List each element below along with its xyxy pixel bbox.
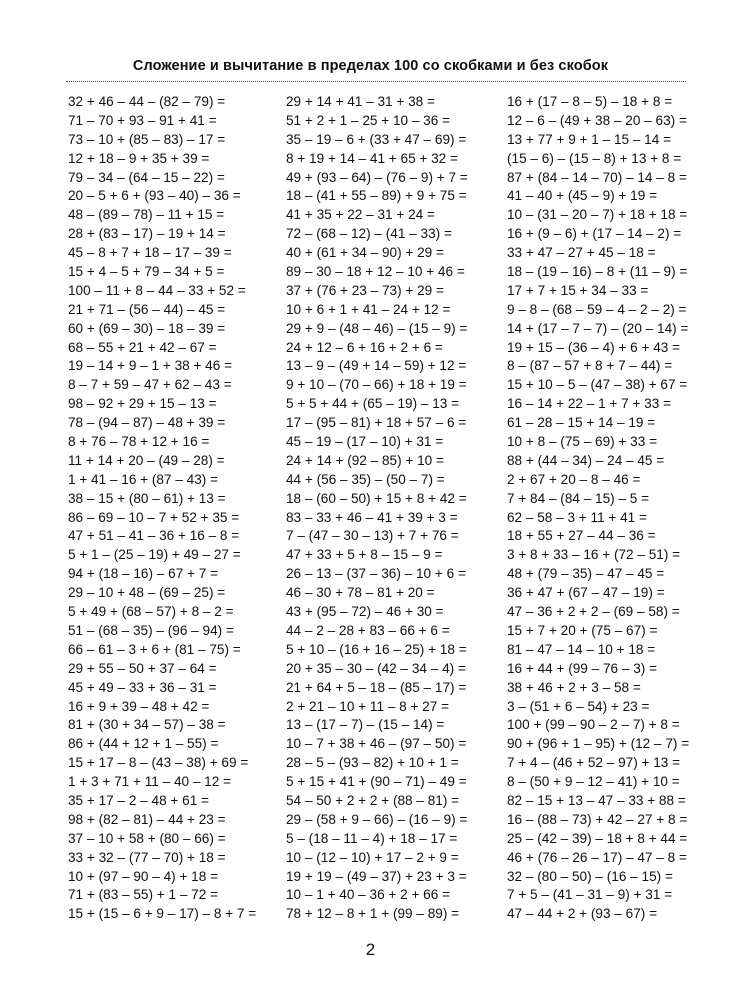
math-expression: 5 + 49 + (68 – 57) + 8 – 2 = [68, 604, 234, 620]
math-expression: 78 + 12 – 8 + 1 + (99 – 89) = [286, 906, 460, 922]
math-expression: 73 – 10 + (85 – 83) – 17 = [68, 131, 226, 147]
page-title: Сложение и вычитание в пределах 100 со скобками и без скобок [132, 58, 609, 74]
math-expression: 7 + 5 – (41 – 31 – 9) + 31 = [507, 887, 673, 903]
math-expression: 10 – 1 + 40 – 36 + 2 + 66 = [286, 887, 451, 903]
math-expression: 48 + (79 – 35) – 47 – 45 = [507, 566, 665, 582]
math-expression: 13 + 77 + 9 + 1 – 15 – 14 = [507, 131, 672, 147]
math-expression: 10 + (97 – 90 – 4) + 18 = [68, 868, 219, 884]
math-expression: 41 – 40 + (45 – 9) + 19 = [507, 188, 658, 204]
math-expression: 66 – 61 – 3 + 6 + (81 – 75) = [68, 641, 241, 657]
math-expression: 15 + (15 – 6 + 9 – 17) – 8 + 7 = [68, 906, 257, 922]
math-expression: 44 – 2 – 28 + 83 – 66 + 6 = [286, 622, 450, 638]
math-expression: 8 + 76 – 78 + 12 + 16 = [68, 434, 210, 450]
math-expression: 29 – 10 + 48 – (69 – 25) = [68, 585, 226, 601]
math-expression: 49 + (93 – 64) – (76 – 9) + 7 = [286, 169, 468, 185]
math-expression: 72 – (68 – 12) – (41 – 33) = [286, 226, 452, 242]
math-expression: 87 + (84 – 14 – 70) – 14 – 8 = [507, 169, 687, 185]
math-expression: 19 + 15 – (36 – 4) + 6 + 43 = [507, 339, 681, 355]
math-expression: 5 + 10 – (16 + 16 – 25) + 18 = [286, 641, 467, 657]
math-expression: 32 – (80 – 50) – (16 – 15) = [507, 868, 673, 884]
math-expression: 47 – 36 + 2 + 2 – (69 – 58) = [507, 604, 680, 620]
math-expression: 15 + 17 – 8 – (43 – 38) + 69 = [68, 755, 249, 771]
math-expression: 5 + 1 – (25 – 19) + 49 – 27 = [68, 547, 241, 563]
math-expression: 38 – 15 + (80 – 61) + 13 = [68, 490, 226, 506]
math-expression: 86 + (44 + 12 + 1 – 55) = [68, 736, 219, 752]
math-expression: 81 + (30 + 34 – 57) – 38 = [68, 717, 226, 733]
math-expression: 89 – 30 – 18 + 12 – 10 + 46 = [286, 264, 465, 280]
math-expression: 19 + 19 – (49 – 37) + 23 + 3 = [286, 868, 467, 884]
math-expression: 16 + 9 + 39 – 48 + 42 = [68, 698, 210, 714]
math-expression: 98 + (82 – 81) – 44 + 23 = [68, 811, 226, 827]
math-expression: 71 + (83 – 55) + 1 – 72 = [68, 887, 219, 903]
math-expression: 38 + 46 + 2 + 3 – 58 = [507, 679, 641, 695]
math-expression: 7 – (47 – 30 – 13) + 7 + 76 = [286, 528, 459, 544]
math-expression: 3 + 8 + 33 – 16 + (72 – 51) = [507, 547, 681, 563]
math-expression: 5 – (18 – 11 – 4) + 18 – 17 = [286, 830, 458, 846]
math-expression: 14 + (17 – 7 – 7) – (20 – 14) = [507, 320, 689, 336]
math-expression: 82 – 15 + 13 – 47 – 33 + 88 = [507, 792, 686, 808]
math-expression: 28 – 5 – (93 – 82) + 10 + 1 = [286, 755, 459, 771]
math-expression: 8 + 19 + 14 – 41 + 65 + 32 = [286, 150, 458, 166]
math-expression: 78 – (94 – 87) – 48 + 39 = [68, 415, 226, 431]
math-expression: 61 – 28 – 15 + 14 – 19 = [507, 415, 656, 431]
math-expression: 16 – (88 – 73) + 42 – 27 + 8 = [507, 811, 688, 827]
math-expression: 10 – (12 – 10) + 17 – 2 + 9 = [286, 849, 459, 865]
math-expression: 16 + 44 + (99 – 76 – 3) = [507, 660, 658, 676]
math-expression: 5 + 15 + 41 + (90 – 71) – 49 = [286, 774, 467, 790]
math-expression: 5 + 5 + 44 + (65 – 19) – 13 = [286, 396, 460, 412]
math-expression: 10 – (31 – 20 – 7) + 18 + 18 = [507, 207, 688, 223]
math-expression: 20 + 35 – 30 – (42 – 34 – 4) = [286, 660, 466, 676]
math-expression: 54 – 50 + 2 + 2 + (88 – 81) = [286, 792, 460, 808]
math-expression: 8 – (87 – 57 + 8 + 7 – 44) = [507, 358, 673, 374]
math-expression: 16 – 14 + 22 – 1 + 7 + 33 = [507, 396, 672, 412]
math-expression: 9 + 10 – (70 – 66) + 18 + 19 = [286, 377, 467, 393]
math-expression: 41 + 35 + 22 – 31 + 24 = [286, 207, 435, 223]
math-expression: 11 + 14 + 20 – (49 – 28) = [68, 452, 225, 468]
math-expression: 24 + 12 – 6 + 16 + 2 + 6 = [286, 339, 443, 355]
math-expression: 9 – 8 – (68 – 59 – 4 – 2 – 2) = [507, 301, 687, 317]
math-expression: 86 – 69 – 10 – 7 + 52 + 35 = [68, 509, 240, 525]
math-expression: 35 – 19 – 6 + (33 + 47 – 69) = [286, 131, 467, 147]
math-expression: 35 + 17 – 2 – 48 + 61 = [68, 792, 209, 808]
math-expression: 10 + 6 + 1 + 41 – 24 + 12 = [286, 301, 451, 317]
math-expression: 33 + 47 – 27 + 45 – 18 = [507, 245, 656, 261]
math-expression: 40 + (61 + 34 – 90) + 29 = [286, 245, 444, 261]
math-expression: 24 + 14 + (92 – 85) + 10 = [286, 452, 444, 468]
math-expression: 29 + 14 + 41 – 31 + 38 = [286, 94, 435, 109]
math-expression: 29 + 9 – (48 – 46) – (15 – 9) = [286, 320, 468, 336]
math-expression: 100 + (99 – 90 – 2 – 7) + 8 = [507, 717, 680, 733]
math-expression: 21 + 64 + 5 – 18 – (85 – 17) = [286, 679, 467, 695]
math-expression: 37 + (76 + 23 – 73) + 29 = [286, 282, 444, 298]
math-expression: 48 – (89 – 78) – 11 + 15 = [68, 207, 225, 223]
math-expression: 45 – 19 – (17 – 10) + 31 = [286, 434, 444, 450]
math-expression: 36 + 47 + (67 – 47 – 19) = [507, 585, 665, 601]
exercise-columns [68, 93, 708, 933]
math-expression: 3 – (51 + 6 – 54) + 23 = [507, 698, 650, 714]
math-expression: 71 – 70 + 93 – 91 + 41 = [68, 112, 217, 128]
math-expression: 10 + 8 – (75 – 69) + 33 = [507, 434, 658, 450]
math-expression: 51 – (68 – 35) – (96 – 94) = [68, 622, 234, 638]
math-expression: 44 + (56 – 35) – (50 – 7) = [286, 471, 445, 487]
math-expression: 94 + (18 – 16) – 67 + 7 = [68, 566, 219, 582]
dotted-divider [66, 81, 686, 82]
math-expression: 12 + 18 – 9 + 35 + 39 = [68, 150, 210, 166]
math-expression: 83 – 33 + 46 – 41 + 39 + 3 = [286, 509, 458, 525]
math-expression: 51 + 2 + 1 – 25 + 10 – 36 = [286, 112, 451, 128]
math-expression: 2 + 21 – 10 + 11 – 8 + 27 = [286, 698, 450, 714]
math-expression: 29 – (58 + 9 – 66) – (16 – 9) = [286, 811, 468, 827]
math-expression: 12 – 6 – (49 + 38 – 20 – 63) = [507, 112, 687, 128]
math-expression: 33 + 32 – (77 – 70) + 18 = [68, 849, 226, 865]
math-expression: 47 + 51 – 41 – 36 + 16 – 8 = [68, 528, 240, 544]
math-expression: 29 + 55 – 50 + 37 – 64 = [68, 660, 217, 676]
math-expression: 16 + (9 – 6) + (17 – 14 – 2) = [507, 226, 682, 242]
math-expression: 21 + 71 – (56 – 44) – 45 = [68, 301, 226, 317]
exercise-column-1 [68, 93, 256, 924]
math-expression: 20 – 5 + 6 + (93 – 40) – 36 = [68, 188, 241, 204]
math-expression: 17 + 7 + 15 + 34 – 33 = [507, 282, 649, 298]
math-expression: 28 + (83 – 17) – 19 + 14 = [68, 226, 226, 242]
math-expression: 45 – 8 + 7 + 18 – 17 – 39 = [68, 245, 232, 261]
math-expression: 68 – 55 + 21 + 42 – 67 = [68, 339, 217, 355]
math-expression: (15 – 6) – (15 – 8) + 13 + 8 = [507, 150, 682, 166]
math-expression: 43 + (95 – 72) – 46 + 30 = [286, 604, 444, 620]
math-expression: 7 + 4 – (46 + 52 – 97) + 13 = [507, 755, 681, 771]
math-expression: 46 – 30 + 78 – 81 + 20 = [286, 585, 435, 601]
math-expression: 8 – 7 + 59 – 47 + 62 – 43 = [68, 377, 232, 393]
math-expression: 13 – (17 – 7) – (15 – 14) = [286, 717, 445, 733]
math-expression: 60 + (69 – 30) – 18 – 39 = [68, 320, 226, 336]
math-expression: 47 – 44 + 2 + (93 – 67) = [507, 906, 658, 922]
math-expression: 81 – 47 – 14 – 10 + 18 = [507, 641, 656, 657]
math-expression: 46 + (76 – 26 – 17) – 47 – 8 = [507, 849, 687, 865]
math-expression: 32 + 46 – 44 – (82 – 79) = [68, 94, 226, 109]
math-expression: 98 – 92 + 29 + 15 – 13 = [68, 396, 217, 412]
math-expression: 1 + 41 – 16 + (87 – 43) = [68, 471, 219, 487]
exercise-column-3 [507, 93, 689, 924]
math-expression: 7 + 84 – (84 – 15) – 5 = [507, 490, 650, 506]
math-expression: 18 – (41 + 55 – 89) + 9 + 75 = [286, 188, 467, 204]
math-expression: 17 – (95 – 81) + 18 + 57 – 6 = [286, 415, 467, 431]
math-expression: 16 + (17 – 8 – 5) – 18 + 8 = [507, 94, 673, 109]
math-expression: 8 – (50 + 9 – 12 – 41) + 10 = [507, 774, 680, 790]
math-expression: 15 + 4 – 5 + 79 – 34 + 5 = [68, 264, 225, 280]
math-expression: 100 – 11 + 8 – 44 – 33 + 52 = [68, 282, 246, 298]
math-expression: 13 – 9 – (49 + 14 – 59) + 12 = [286, 358, 467, 374]
math-expression: 62 – 58 – 3 + 11 + 41 = [507, 509, 647, 525]
math-expression: 10 – 7 + 38 + 46 – (97 – 50) = [286, 736, 467, 752]
math-expression: 18 + 55 + 27 – 44 – 36 = [507, 528, 656, 544]
math-expression: 45 + 49 – 33 + 36 – 31 = [68, 679, 217, 695]
exercise-column-2 [286, 93, 468, 924]
math-expression: 25 – (42 – 39) – 18 + 8 + 44 = [507, 830, 688, 846]
math-expression: 26 – 13 – (37 – 36) – 10 + 6 = [286, 566, 466, 582]
math-expression: 79 – 34 – (64 – 15 – 22) = [68, 169, 225, 185]
math-expression: 2 + 67 + 20 – 8 – 46 = [507, 471, 641, 487]
math-expression: 15 + 7 + 20 + (75 – 67) = [507, 622, 658, 638]
page-number: 2 [365, 940, 376, 959]
math-expression: 88 + (44 – 34) – 24 – 45 = [507, 452, 665, 468]
math-expression: 18 – (19 – 16) – 8 + (11 – 9) = [507, 264, 688, 280]
math-expression: 15 + 10 – 5 – (47 – 38) + 67 = [507, 377, 688, 393]
math-expression: 18 – (60 – 50) + 15 + 8 + 42 = [286, 490, 467, 506]
math-expression: 19 – 14 + 9 – 1 + 38 + 46 = [68, 358, 233, 374]
math-expression: 1 + 3 + 71 + 11 – 40 – 12 = [68, 774, 232, 790]
math-expression: 37 – 10 + 58 + (80 – 66) = [68, 830, 226, 846]
math-expression: 90 + (96 + 1 – 95) + (12 – 7) = [507, 736, 690, 752]
math-expression: 47 + 33 + 5 + 8 – 15 – 9 = [286, 547, 443, 563]
